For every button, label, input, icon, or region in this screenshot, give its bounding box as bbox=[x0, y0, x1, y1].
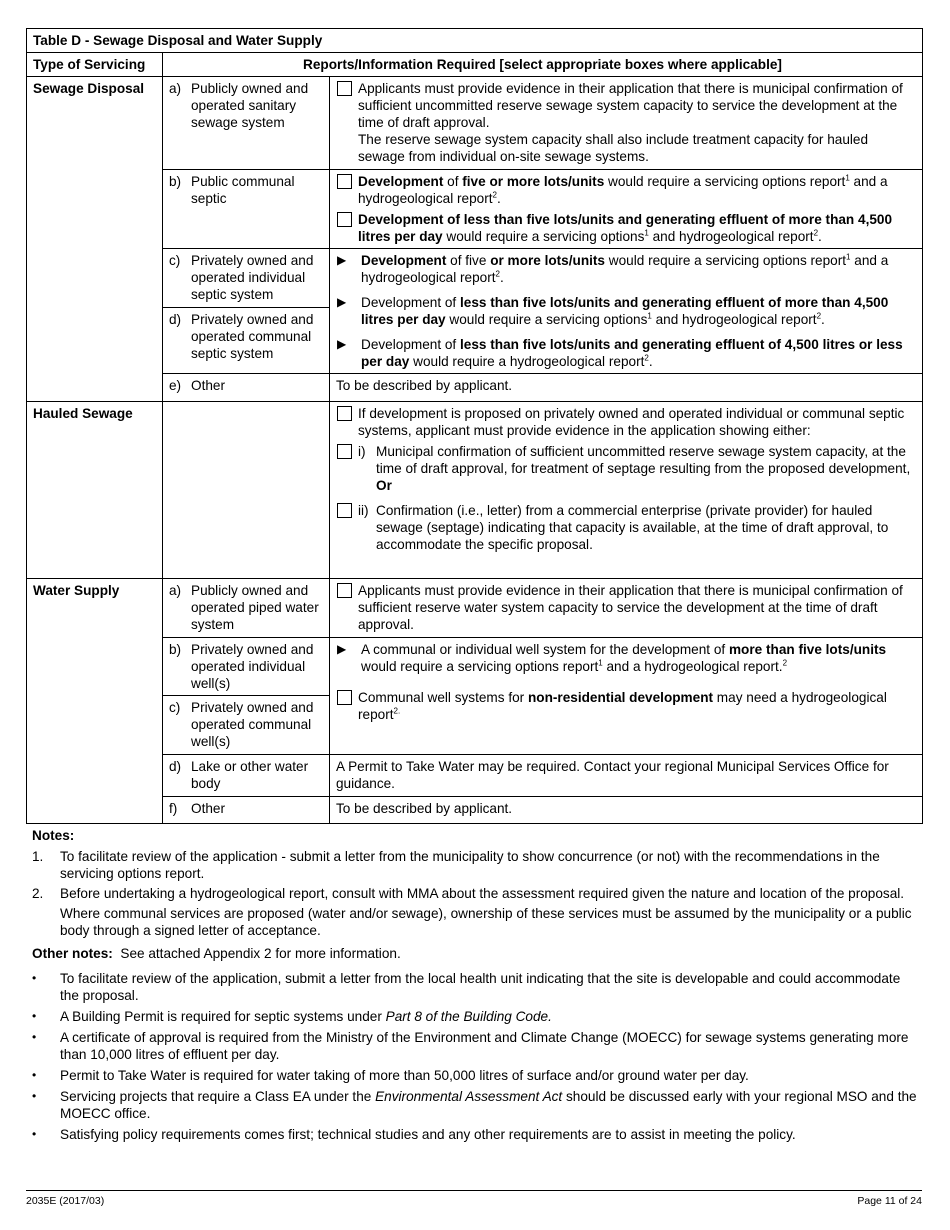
water-supply-label: Water Supply bbox=[27, 579, 163, 824]
bullet-icon: • bbox=[32, 1127, 37, 1141]
col-header-reports: Reports/Information Required [select appropriate boxes where applicable] bbox=[163, 53, 923, 77]
water-d-requirements: A Permit to Take Water may be required. Contact your regional Municipal Services Office for guidance. bbox=[330, 755, 923, 797]
hauled-ii-checkbox[interactable] bbox=[337, 503, 352, 518]
bullet-item: • A certificate of approval is required from the Ministry of the Environment and Climate Change (MOECC) for sewage systems generating more than 10,000 litres of effluent per day. bbox=[32, 1030, 909, 1062]
water-d-type: d) Lake or other water body bbox=[163, 755, 330, 797]
hauled-sewage-type-empty bbox=[163, 402, 330, 579]
hauled-intro-checkbox[interactable] bbox=[337, 406, 352, 421]
bullet-icon: • bbox=[32, 1009, 37, 1023]
sewage-disposal-label: Sewage Disposal bbox=[27, 77, 163, 402]
bullet-icon: • bbox=[32, 1089, 37, 1103]
sewage-b-type: b) Public communal septic bbox=[163, 170, 330, 249]
water-row-a bbox=[27, 579, 923, 638]
sewage-e-requirements: To be described by applicant. bbox=[330, 374, 923, 402]
table-title-row bbox=[27, 29, 923, 53]
sewage-a-type: a) Publicly owned and operated sanitary sewage system bbox=[163, 77, 330, 170]
sewage-e-type: e) Other bbox=[163, 374, 330, 402]
notes-heading: Notes: bbox=[32, 828, 75, 843]
arrow-icon: ▶ bbox=[337, 295, 347, 309]
col-header-type: Type of Servicing bbox=[27, 53, 163, 77]
sewage-d-type: d) Privately owned and operated communal septic system bbox=[163, 308, 330, 374]
hauled-sewage-label: Hauled Sewage bbox=[27, 402, 163, 579]
page-footer bbox=[26, 1190, 922, 1210]
water-a-type: a) Publicly owned and operated piped water system bbox=[163, 579, 330, 638]
arrow-icon: ▶ bbox=[337, 253, 347, 267]
bullet-icon: • bbox=[32, 1068, 37, 1082]
water-a-checkbox[interactable] bbox=[337, 583, 352, 598]
note-2: 2. Before undertaking a hydrogeological report, consult with MMA about the assessment required given the nature and location of the proposal. Where communal services are proposed (water and/or sewage), ownership of these services must be assumed by the municipality or a public body through a signed letter of acceptance. bbox=[32, 886, 912, 938]
table-header-row bbox=[27, 53, 923, 77]
bullet-icon: • bbox=[32, 1030, 37, 1044]
water-b-type: b) Privately owned and operated individual well(s) bbox=[163, 638, 330, 696]
bullet-item: • Servicing projects that require a Class EA under the Environmental Assessment Act should be discussed early with your regional MSO and the MOECC office. bbox=[32, 1089, 917, 1121]
sewage-a-checkbox[interactable] bbox=[337, 81, 352, 96]
water-c-checkbox[interactable] bbox=[337, 690, 352, 705]
water-a-requirements: Applicants must provide evidence in their application that there is municipal confirmation of sufficient reserve water system capacity to service the development at the time of draft approval. bbox=[330, 579, 923, 638]
bullet-item: • A Building Permit is required for septic systems under Part 8 of the Building Code. bbox=[32, 1009, 552, 1024]
hauled-i-checkbox[interactable] bbox=[337, 444, 352, 459]
sewage-b-requirements: Development of five or more lots/units would require a servicing options report$^1$ and a hydrogeological report$^2$. Development of less than five lots/units and generating effluent of more than 4,500 litres per day would require a servicing options$^1$ and hydrogeological report$^2$. bbox=[330, 170, 923, 249]
notes-section bbox=[26, 827, 922, 1143]
document-page bbox=[26, 28, 922, 1147]
sewage-cd-requirements: ▶ Development of five or more lots/units would require a servicing options report$^1$ and a hydrogeological report$^2$. ▶ Development of less than five lots/units and generating effluent of more than 4,500 litres per day would require a servicing options$^1$ and hydrogeological report$^2$. ▶ Development of less than five lots/units and generating effluent of 4,500 litres or less per day would require a hydrogeological report$^2$. bbox=[330, 249, 923, 374]
arrow-icon: ▶ bbox=[337, 337, 347, 351]
servicing-table bbox=[26, 28, 923, 824]
sewage-c-type: c) Privately owned and operated individual septic system bbox=[163, 249, 330, 308]
hauled-sewage-requirements: If development is proposed on privately owned and operated individual or communal septic systems, applicant must provide evidence in the application showing either: i) Municipal confirmation of sufficient uncommitted reserve sewage system capacity, at the time of draft approval, for treatment of septage resulting from the proposed development, Or ii) Confirmation (i.e., letter) from a commercial enterprise (private provider) for hauled sewage (septage) indicating that capacity is available, at the time of draft approval, to accommodate the specific proposal. bbox=[330, 402, 923, 579]
water-f-type: f) Other bbox=[163, 797, 330, 824]
bullet-item: • To facilitate review of the application, submit a letter from the local health unit indicating that the site is developable and could accommodate the proposal. bbox=[32, 971, 901, 1003]
bullet-item: • Permit to Take Water is required for water taking of more than 50,000 litres of surface and/or ground water per day. bbox=[32, 1068, 749, 1083]
sewage-b2-checkbox[interactable] bbox=[337, 212, 352, 227]
water-c-type: c) Privately owned and operated communal well(s) bbox=[163, 696, 330, 755]
page-number: Page 11 of 24 bbox=[857, 1195, 922, 1207]
water-bc-requirements: ▶ A communal or individual well system for the development of more than five lots/units would require a servicing options report$^1$ and a hydrogeological report.$^2$ Communal well systems for non-residential development may need a hydrogeological report$^{2.}$ bbox=[330, 638, 923, 755]
arrow-icon: ▶ bbox=[337, 642, 347, 656]
water-f-requirements: To be described by applicant. bbox=[330, 797, 923, 824]
sewage-a-requirements: Applicants must provide evidence in their application that there is municipal confirmation of sufficient uncommitted reserve sewage system capacity to service the development at the time of draft approval. The reserve sewage system capacity shall also include treatment capacity for hauled sewage from individual on-site sewage systems. bbox=[330, 77, 923, 170]
sewage-b1-checkbox[interactable] bbox=[337, 174, 352, 189]
form-id: 2035E (2017/03) bbox=[26, 1195, 105, 1207]
hauled-sewage-row bbox=[27, 402, 923, 579]
sewage-row-a bbox=[27, 77, 923, 170]
table-title: Table D - Sewage Disposal and Water Supply bbox=[27, 29, 923, 53]
note-1: 1. To facilitate review of the application - submit a letter from the municipality to show concurrence (or not) with the recommendations in the servicing options report. bbox=[32, 849, 880, 881]
other-notes: Other notes: See attached Appendix 2 for more information. bbox=[32, 946, 401, 961]
bullet-icon: • bbox=[32, 971, 37, 985]
bullet-item: • Satisfying policy requirements comes first; technical studies and any other requirements are to assist in meeting the policy. bbox=[32, 1127, 796, 1142]
